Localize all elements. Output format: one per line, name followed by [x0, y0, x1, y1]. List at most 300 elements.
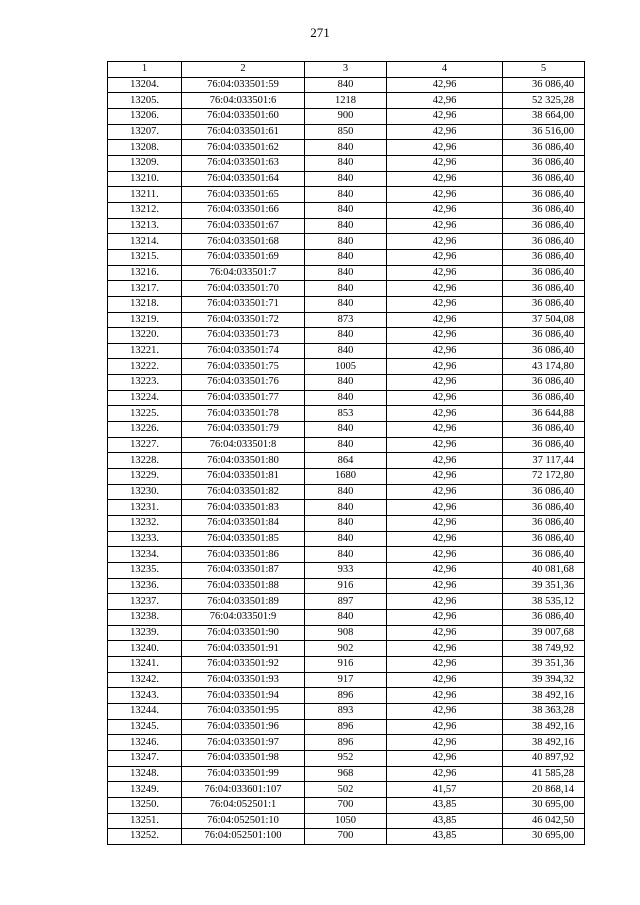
rate-cell: 42,96 — [387, 296, 503, 312]
area-cell: 1218 — [305, 93, 387, 109]
table-row — [108, 531, 585, 547]
table-row — [108, 296, 585, 312]
row-index-cell: 13214. — [108, 234, 182, 250]
table-row — [108, 140, 585, 156]
value-cell: 36 086,40 — [503, 234, 585, 250]
table-row — [108, 437, 585, 453]
area-cell: 840 — [305, 281, 387, 297]
column-header-1: 1 — [108, 62, 182, 78]
rate-cell: 42,96 — [387, 688, 503, 704]
value-cell: 36 086,40 — [503, 218, 585, 234]
table-row — [108, 328, 585, 344]
row-index-cell: 13212. — [108, 202, 182, 218]
cadastral-number-cell: 76:04:033501:7 — [182, 265, 305, 281]
rate-cell: 42,96 — [387, 359, 503, 375]
value-cell: 36 086,40 — [503, 328, 585, 344]
cadastral-number-cell: 76:04:033501:63 — [182, 155, 305, 171]
table-row — [108, 77, 585, 93]
value-cell: 39 394,32 — [503, 672, 585, 688]
area-cell: 840 — [305, 500, 387, 516]
cadastral-number-cell: 76:04:033501:99 — [182, 766, 305, 782]
table-row — [108, 500, 585, 516]
area-cell: 864 — [305, 453, 387, 469]
area-cell: 840 — [305, 218, 387, 234]
table-row — [108, 187, 585, 203]
table-row — [108, 453, 585, 469]
value-cell: 36 086,40 — [503, 202, 585, 218]
area-cell: 893 — [305, 703, 387, 719]
value-cell: 38 492,16 — [503, 688, 585, 704]
cadastral-number-cell: 76:04:033501:68 — [182, 234, 305, 250]
area-cell: 896 — [305, 719, 387, 735]
area-cell: 840 — [305, 437, 387, 453]
table-row — [108, 202, 585, 218]
cadastral-number-cell: 76:04:033501:91 — [182, 641, 305, 657]
row-index-cell: 13249. — [108, 782, 182, 798]
value-cell: 36 086,40 — [503, 609, 585, 625]
row-index-cell: 13231. — [108, 500, 182, 516]
rate-cell: 42,96 — [387, 140, 503, 156]
table-row — [108, 234, 585, 250]
table-row — [108, 359, 585, 375]
cadastral-number-cell: 76:04:033501:97 — [182, 735, 305, 751]
value-cell: 38 749,92 — [503, 641, 585, 657]
table-row — [108, 641, 585, 657]
rate-cell: 42,96 — [387, 343, 503, 359]
value-cell: 46 042,50 — [503, 813, 585, 829]
table-row — [108, 594, 585, 610]
table-row — [108, 93, 585, 109]
row-index-cell: 13206. — [108, 108, 182, 124]
rate-cell: 42,96 — [387, 437, 503, 453]
data-table — [107, 61, 585, 845]
rate-cell: 42,96 — [387, 77, 503, 93]
table-row — [108, 343, 585, 359]
row-index-cell: 13232. — [108, 516, 182, 532]
rate-cell: 42,96 — [387, 766, 503, 782]
value-cell: 36 086,40 — [503, 422, 585, 438]
row-index-cell: 13204. — [108, 77, 182, 93]
table-row — [108, 766, 585, 782]
value-cell: 36 086,40 — [503, 155, 585, 171]
value-cell: 36 086,40 — [503, 77, 585, 93]
area-cell: 840 — [305, 422, 387, 438]
row-index-cell: 13234. — [108, 547, 182, 563]
cadastral-number-cell: 76:04:033501:79 — [182, 422, 305, 438]
row-index-cell: 13248. — [108, 766, 182, 782]
cadastral-number-cell: 76:04:033501:66 — [182, 202, 305, 218]
row-index-cell: 13207. — [108, 124, 182, 140]
cadastral-number-cell: 76:04:052501:1 — [182, 797, 305, 813]
area-cell: 840 — [305, 609, 387, 625]
area-cell: 840 — [305, 531, 387, 547]
row-index-cell: 13211. — [108, 187, 182, 203]
rate-cell: 42,96 — [387, 328, 503, 344]
value-cell: 40 897,92 — [503, 750, 585, 766]
rate-cell: 43,85 — [387, 813, 503, 829]
cadastral-number-cell: 76:04:033501:72 — [182, 312, 305, 328]
area-cell: 700 — [305, 829, 387, 845]
area-cell: 968 — [305, 766, 387, 782]
value-cell: 72 172,80 — [503, 469, 585, 485]
table-row — [108, 484, 585, 500]
row-index-cell: 13237. — [108, 594, 182, 610]
table-row — [108, 406, 585, 422]
cadastral-number-cell: 76:04:033501:61 — [182, 124, 305, 140]
area-cell: 840 — [305, 77, 387, 93]
rate-cell: 42,96 — [387, 312, 503, 328]
cadastral-number-cell: 76:04:033501:78 — [182, 406, 305, 422]
row-index-cell: 13236. — [108, 578, 182, 594]
area-cell: 896 — [305, 688, 387, 704]
rate-cell: 42,96 — [387, 124, 503, 140]
column-header-2: 2 — [182, 62, 305, 78]
row-index-cell: 13219. — [108, 312, 182, 328]
row-index-cell: 13241. — [108, 656, 182, 672]
value-cell: 39 007,68 — [503, 625, 585, 641]
cadastral-number-cell: 76:04:033501:73 — [182, 328, 305, 344]
cadastral-number-cell: 76:04:033501:84 — [182, 516, 305, 532]
cadastral-number-cell: 76:04:052501:100 — [182, 829, 305, 845]
area-cell: 840 — [305, 343, 387, 359]
rate-cell: 42,96 — [387, 390, 503, 406]
row-index-cell: 13238. — [108, 609, 182, 625]
area-cell: 896 — [305, 735, 387, 751]
value-cell: 36 086,40 — [503, 343, 585, 359]
area-cell: 900 — [305, 108, 387, 124]
rate-cell: 42,96 — [387, 500, 503, 516]
area-cell: 840 — [305, 249, 387, 265]
value-cell: 36 086,40 — [503, 484, 585, 500]
area-cell: 902 — [305, 641, 387, 657]
value-cell: 38 363,28 — [503, 703, 585, 719]
value-cell: 36 086,40 — [503, 516, 585, 532]
area-cell: 840 — [305, 155, 387, 171]
table-row — [108, 672, 585, 688]
area-cell: 840 — [305, 516, 387, 532]
area-cell: 1680 — [305, 469, 387, 485]
value-cell: 36 086,40 — [503, 249, 585, 265]
row-index-cell: 13243. — [108, 688, 182, 704]
cadastral-number-cell: 76:04:033501:64 — [182, 171, 305, 187]
value-cell: 36 086,40 — [503, 390, 585, 406]
area-cell: 840 — [305, 202, 387, 218]
row-index-cell: 13223. — [108, 375, 182, 391]
cadastral-number-cell: 76:04:033501:75 — [182, 359, 305, 375]
cadastral-number-cell: 76:04:033501:6 — [182, 93, 305, 109]
rate-cell: 42,96 — [387, 218, 503, 234]
cadastral-number-cell: 76:04:033501:80 — [182, 453, 305, 469]
table-row — [108, 422, 585, 438]
area-cell: 908 — [305, 625, 387, 641]
row-index-cell: 13250. — [108, 797, 182, 813]
rate-cell: 42,96 — [387, 281, 503, 297]
table-row — [108, 390, 585, 406]
value-cell: 36 086,40 — [503, 437, 585, 453]
table-row — [108, 516, 585, 532]
cadastral-number-cell: 76:04:052501:10 — [182, 813, 305, 829]
cadastral-number-cell: 76:04:033501:95 — [182, 703, 305, 719]
table-header-row — [108, 62, 585, 78]
rate-cell: 42,96 — [387, 735, 503, 751]
rate-cell: 42,96 — [387, 516, 503, 532]
table-row — [108, 578, 585, 594]
area-cell: 840 — [305, 296, 387, 312]
row-index-cell: 13227. — [108, 437, 182, 453]
value-cell: 38 535,12 — [503, 594, 585, 610]
table-body — [108, 77, 585, 844]
row-index-cell: 13213. — [108, 218, 182, 234]
row-index-cell: 13220. — [108, 328, 182, 344]
cadastral-number-cell: 76:04:033501:82 — [182, 484, 305, 500]
cadastral-number-cell: 76:04:033501:93 — [182, 672, 305, 688]
value-cell: 38 492,16 — [503, 719, 585, 735]
rate-cell: 42,96 — [387, 422, 503, 438]
rate-cell: 42,96 — [387, 234, 503, 250]
rate-cell: 41,57 — [387, 782, 503, 798]
cadastral-number-cell: 76:04:033501:96 — [182, 719, 305, 735]
area-cell: 933 — [305, 563, 387, 579]
rate-cell: 42,96 — [387, 249, 503, 265]
table-row — [108, 281, 585, 297]
value-cell: 36 086,40 — [503, 500, 585, 516]
value-cell: 36 086,40 — [503, 547, 585, 563]
rate-cell: 42,96 — [387, 406, 503, 422]
row-index-cell: 13216. — [108, 265, 182, 281]
column-header-4: 4 — [387, 62, 503, 78]
table-row — [108, 625, 585, 641]
rate-cell: 42,96 — [387, 375, 503, 391]
rate-cell: 42,96 — [387, 578, 503, 594]
table-row — [108, 155, 585, 171]
cadastral-number-cell: 76:04:033501:98 — [182, 750, 305, 766]
area-cell: 917 — [305, 672, 387, 688]
rate-cell: 42,96 — [387, 625, 503, 641]
page-number: 271 — [310, 25, 330, 40]
rate-cell: 42,96 — [387, 265, 503, 281]
rate-cell: 42,96 — [387, 719, 503, 735]
area-cell: 952 — [305, 750, 387, 766]
row-index-cell: 13228. — [108, 453, 182, 469]
area-cell: 700 — [305, 797, 387, 813]
cadastral-number-cell: 76:04:033501:92 — [182, 656, 305, 672]
area-cell: 840 — [305, 328, 387, 344]
value-cell: 30 695,00 — [503, 797, 585, 813]
table-row — [108, 469, 585, 485]
cadastral-number-cell: 76:04:033501:81 — [182, 469, 305, 485]
table-row — [108, 719, 585, 735]
column-header-5: 5 — [503, 62, 585, 78]
cadastral-number-cell: 76:04:033501:70 — [182, 281, 305, 297]
rate-cell: 42,96 — [387, 453, 503, 469]
cadastral-number-cell: 76:04:033501:88 — [182, 578, 305, 594]
table-row — [108, 813, 585, 829]
area-cell: 850 — [305, 124, 387, 140]
value-cell: 38 664,00 — [503, 108, 585, 124]
cadastral-number-cell: 76:04:033501:90 — [182, 625, 305, 641]
area-cell: 840 — [305, 375, 387, 391]
value-cell: 37 117,44 — [503, 453, 585, 469]
value-cell: 36 086,40 — [503, 375, 585, 391]
table-row — [108, 124, 585, 140]
value-cell: 36 086,40 — [503, 296, 585, 312]
rate-cell: 42,96 — [387, 641, 503, 657]
row-index-cell: 13210. — [108, 171, 182, 187]
row-index-cell: 13242. — [108, 672, 182, 688]
row-index-cell: 13224. — [108, 390, 182, 406]
area-cell: 840 — [305, 265, 387, 281]
table-row — [108, 688, 585, 704]
row-index-cell: 13215. — [108, 249, 182, 265]
value-cell: 36 086,40 — [503, 265, 585, 281]
row-index-cell: 13246. — [108, 735, 182, 751]
row-index-cell: 13252. — [108, 829, 182, 845]
value-cell: 40 081,68 — [503, 563, 585, 579]
rate-cell: 42,96 — [387, 547, 503, 563]
table-row — [108, 249, 585, 265]
row-index-cell: 13229. — [108, 469, 182, 485]
column-header-3: 3 — [305, 62, 387, 78]
cadastral-number-cell: 76:04:033501:67 — [182, 218, 305, 234]
row-index-cell: 13230. — [108, 484, 182, 500]
row-index-cell: 13208. — [108, 140, 182, 156]
area-cell: 840 — [305, 187, 387, 203]
rate-cell: 42,96 — [387, 469, 503, 485]
area-cell: 873 — [305, 312, 387, 328]
cadastral-number-cell: 76:04:033501:76 — [182, 375, 305, 391]
row-index-cell: 13244. — [108, 703, 182, 719]
area-cell: 1005 — [305, 359, 387, 375]
rate-cell: 42,96 — [387, 563, 503, 579]
table-row — [108, 108, 585, 124]
value-cell: 36 086,40 — [503, 171, 585, 187]
area-cell: 840 — [305, 234, 387, 250]
cadastral-number-cell: 76:04:033501:86 — [182, 547, 305, 563]
row-index-cell: 13251. — [108, 813, 182, 829]
rate-cell: 42,96 — [387, 750, 503, 766]
area-cell: 840 — [305, 140, 387, 156]
table-row — [108, 797, 585, 813]
rate-cell: 42,96 — [387, 484, 503, 500]
row-index-cell: 13225. — [108, 406, 182, 422]
value-cell: 36 086,40 — [503, 531, 585, 547]
row-index-cell: 13205. — [108, 93, 182, 109]
cadastral-number-cell: 76:04:033501:85 — [182, 531, 305, 547]
area-cell: 916 — [305, 656, 387, 672]
rate-cell: 42,96 — [387, 93, 503, 109]
area-cell: 840 — [305, 484, 387, 500]
table-row — [108, 735, 585, 751]
value-cell: 20 868,14 — [503, 782, 585, 798]
row-index-cell: 13239. — [108, 625, 182, 641]
area-cell: 840 — [305, 547, 387, 563]
value-cell: 36 644,88 — [503, 406, 585, 422]
value-cell: 39 351,36 — [503, 656, 585, 672]
cadastral-number-cell: 76:04:033501:77 — [182, 390, 305, 406]
cadastral-number-cell: 76:04:033501:94 — [182, 688, 305, 704]
row-index-cell: 13247. — [108, 750, 182, 766]
cadastral-number-cell: 76:04:033501:65 — [182, 187, 305, 203]
row-index-cell: 13222. — [108, 359, 182, 375]
row-index-cell: 13221. — [108, 343, 182, 359]
cadastral-number-cell: 76:04:033501:62 — [182, 140, 305, 156]
area-cell: 1050 — [305, 813, 387, 829]
table-row — [108, 750, 585, 766]
row-index-cell: 13226. — [108, 422, 182, 438]
cadastral-number-cell: 76:04:033501:71 — [182, 296, 305, 312]
cadastral-number-cell: 76:04:033501:74 — [182, 343, 305, 359]
cadastral-number-cell: 76:04:033501:59 — [182, 77, 305, 93]
table-row — [108, 782, 585, 798]
cadastral-number-cell: 76:04:033501:89 — [182, 594, 305, 610]
table-row — [108, 703, 585, 719]
value-cell: 36 086,40 — [503, 187, 585, 203]
rate-cell: 42,96 — [387, 672, 503, 688]
rate-cell: 42,96 — [387, 656, 503, 672]
table-row — [108, 265, 585, 281]
value-cell: 39 351,36 — [503, 578, 585, 594]
table-row — [108, 171, 585, 187]
value-cell: 38 492,16 — [503, 735, 585, 751]
row-index-cell: 13209. — [108, 155, 182, 171]
area-cell: 853 — [305, 406, 387, 422]
area-cell: 840 — [305, 390, 387, 406]
row-index-cell: 13235. — [108, 563, 182, 579]
rate-cell: 42,96 — [387, 171, 503, 187]
value-cell: 43 174,80 — [503, 359, 585, 375]
cadastral-number-cell: 76:04:033501:9 — [182, 609, 305, 625]
value-cell: 36 086,40 — [503, 140, 585, 156]
value-cell: 41 585,28 — [503, 766, 585, 782]
area-cell: 916 — [305, 578, 387, 594]
table-row — [108, 563, 585, 579]
area-cell: 840 — [305, 171, 387, 187]
rate-cell: 43,85 — [387, 797, 503, 813]
area-cell: 897 — [305, 594, 387, 610]
cadastral-number-cell: 76:04:033501:87 — [182, 563, 305, 579]
rate-cell: 42,96 — [387, 202, 503, 218]
table-row — [108, 829, 585, 845]
row-index-cell: 13217. — [108, 281, 182, 297]
value-cell: 30 695,00 — [503, 829, 585, 845]
cadastral-number-cell: 76:04:033501:69 — [182, 249, 305, 265]
table-row — [108, 547, 585, 563]
table-row — [108, 218, 585, 234]
value-cell: 36 516,00 — [503, 124, 585, 140]
row-index-cell: 13233. — [108, 531, 182, 547]
table-row — [108, 656, 585, 672]
cadastral-number-cell: 76:04:033501:83 — [182, 500, 305, 516]
rate-cell: 43,85 — [387, 829, 503, 845]
table-row — [108, 375, 585, 391]
rate-cell: 42,96 — [387, 703, 503, 719]
rate-cell: 42,96 — [387, 108, 503, 124]
value-cell: 37 504,08 — [503, 312, 585, 328]
area-cell: 502 — [305, 782, 387, 798]
row-index-cell: 13240. — [108, 641, 182, 657]
rate-cell: 42,96 — [387, 531, 503, 547]
value-cell: 36 086,40 — [503, 281, 585, 297]
value-cell: 52 325,28 — [503, 93, 585, 109]
rate-cell: 42,96 — [387, 609, 503, 625]
row-index-cell: 13245. — [108, 719, 182, 735]
table-row — [108, 609, 585, 625]
cadastral-number-cell: 76:04:033601:107 — [182, 782, 305, 798]
cadastral-number-cell: 76:04:033501:8 — [182, 437, 305, 453]
rate-cell: 42,96 — [387, 594, 503, 610]
rate-cell: 42,96 — [387, 155, 503, 171]
row-index-cell: 13218. — [108, 296, 182, 312]
